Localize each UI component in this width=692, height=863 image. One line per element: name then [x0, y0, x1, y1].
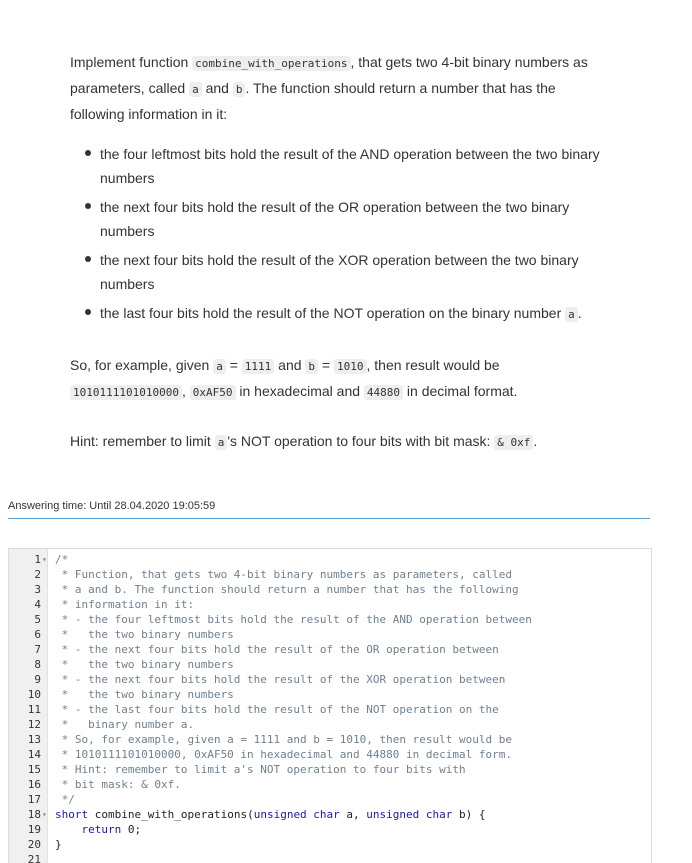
- code-token: combine_with_operations(: [88, 808, 254, 821]
- comment-text: * a and b. The function should return a number that has the following: [55, 583, 519, 596]
- example-text: So, for example, given: [70, 357, 214, 373]
- answering-time-label: Answering time: Until 28.04.2020 19:05:59: [8, 500, 216, 512]
- comment-text: * Hint: remember to limit a's NOT operation to four bits with: [55, 763, 466, 776]
- hint-text: .: [533, 433, 538, 449]
- param-b-code: b: [233, 82, 246, 97]
- hint-mask-code: & 0xf: [494, 435, 533, 450]
- keyword-token: return: [55, 823, 122, 836]
- requirement-text: the next four bits hold the result of the OR operation between the two binary numbers: [100, 199, 570, 239]
- requirement-item: [70, 301, 600, 327]
- requirement-text: the next four bits hold the result of the XOR operation between the two binary numbers: [100, 252, 579, 292]
- comment-text: * - the next four bits hold the result of the XOR operation between: [55, 673, 506, 686]
- example-a-code: a: [213, 359, 226, 374]
- task-intro: [70, 50, 600, 126]
- fold-toggle-icon[interactable]: ▾: [42, 810, 47, 819]
- comment-text: * 1010111101010000, 0xAF50 in hexadecimal and 44880 in decimal form.: [55, 748, 512, 761]
- code-text: [55, 822, 141, 837]
- requirement-item: [70, 248, 600, 296]
- code-text: }: [55, 838, 62, 851]
- example-decimal-result: 44880: [364, 385, 403, 400]
- comment-text: * - the four leftmost bits hold the result of the AND operation between: [55, 613, 532, 626]
- line-number: 1: [34, 553, 41, 566]
- line-number: 17: [27, 793, 41, 806]
- example-b-value: 1010: [334, 359, 367, 374]
- code-token: 0;: [121, 823, 142, 836]
- comment-text: * Function, that gets two 4-bit binary numbers as parameters, called: [55, 568, 512, 581]
- requirements-list: [70, 142, 600, 327]
- requirement-text: .: [577, 305, 582, 321]
- bullet-a-code: a: [565, 307, 578, 322]
- line-number: 14: [27, 748, 41, 761]
- comment-text: /*: [55, 553, 69, 566]
- comment-text: * the two binary numbers: [55, 688, 234, 701]
- line-number: 10: [27, 688, 41, 701]
- code-editor[interactable]: [8, 548, 652, 863]
- line-number: 18: [27, 808, 41, 821]
- line-number: 19: [27, 823, 41, 836]
- code-token: b) {: [452, 808, 486, 821]
- line-number: 15: [27, 763, 41, 776]
- function-signature: [55, 807, 486, 822]
- line-number: 16: [27, 778, 41, 791]
- line-number: 4: [34, 598, 41, 611]
- intro-text: and: [201, 80, 233, 96]
- hint-text: Hint: remember to limit: [70, 433, 215, 449]
- function-name-code: combine_with_operations: [192, 56, 350, 71]
- line-number: 2: [34, 568, 41, 581]
- comment-text: * the two binary numbers: [55, 658, 234, 671]
- example-text: and: [274, 357, 306, 373]
- example-text: ,: [181, 383, 190, 399]
- example-hex-result: 0xAF50: [190, 385, 236, 400]
- keyword-token: unsigned char: [253, 808, 340, 821]
- line-number: 6: [34, 628, 41, 641]
- comment-text: * information in it:: [55, 598, 195, 611]
- example-b-code: b: [305, 359, 318, 374]
- line-number: 21: [27, 853, 41, 863]
- requirement-text: the last four bits hold the result of the NOT operation on the binary number: [100, 305, 566, 321]
- task-description: [70, 50, 600, 455]
- requirement-item: [70, 195, 600, 243]
- keyword-token: short: [55, 808, 89, 821]
- requirement-item: [70, 142, 600, 190]
- example-paragraph: [70, 353, 600, 405]
- intro-text: . The function should return a number that has the following information in it:: [70, 80, 556, 122]
- comment-text: * - the next four bits hold the result of the OR operation between: [55, 643, 499, 656]
- example-text: =: [225, 357, 242, 373]
- example-text: , then result would be: [366, 357, 500, 373]
- example-text: in hexadecimal and: [235, 383, 364, 399]
- line-number: 8: [34, 658, 41, 671]
- example-text: in decimal format.: [403, 383, 518, 399]
- hint-paragraph: [70, 429, 600, 455]
- intro-text: , that gets two 4-bit binary numbers as parameters, called: [70, 54, 588, 96]
- comment-text: * binary number a.: [55, 718, 195, 731]
- example-binary-result: 1010111101010000: [70, 385, 182, 400]
- answering-time-bar: [8, 500, 650, 519]
- comment-text: * - the last four bits hold the result of the NOT operation on the: [55, 703, 499, 716]
- code-token: a,: [339, 808, 367, 821]
- line-number: 3: [34, 583, 41, 596]
- comment-text: */: [55, 793, 75, 806]
- line-number: 11: [27, 703, 41, 716]
- line-number: 7: [34, 643, 41, 656]
- line-number: 20: [27, 838, 41, 851]
- hint-a-code: a: [215, 435, 228, 450]
- line-number: 13: [27, 733, 41, 746]
- comment-text: * bit mask: & 0xf.: [55, 778, 181, 791]
- intro-text: Implement function: [70, 54, 193, 70]
- fold-toggle-icon[interactable]: ▾: [42, 555, 47, 564]
- line-number: 12: [27, 718, 41, 731]
- line-number: 5: [34, 613, 41, 626]
- requirement-text: the four leftmost bits hold the result of the AND operation between the two binary numbers: [100, 146, 600, 186]
- example-text: =: [318, 357, 335, 373]
- comment-text: * So, for example, given a = 1111 and b = 1010, then result would be: [55, 733, 512, 746]
- line-number: 9: [34, 673, 41, 686]
- hint-text: 's NOT operation to four bits with bit mask:: [227, 433, 495, 449]
- keyword-token: unsigned char: [366, 808, 453, 821]
- param-a-code: a: [189, 82, 202, 97]
- example-a-value: 1111: [242, 359, 275, 374]
- comment-text: * the two binary numbers: [55, 628, 234, 641]
